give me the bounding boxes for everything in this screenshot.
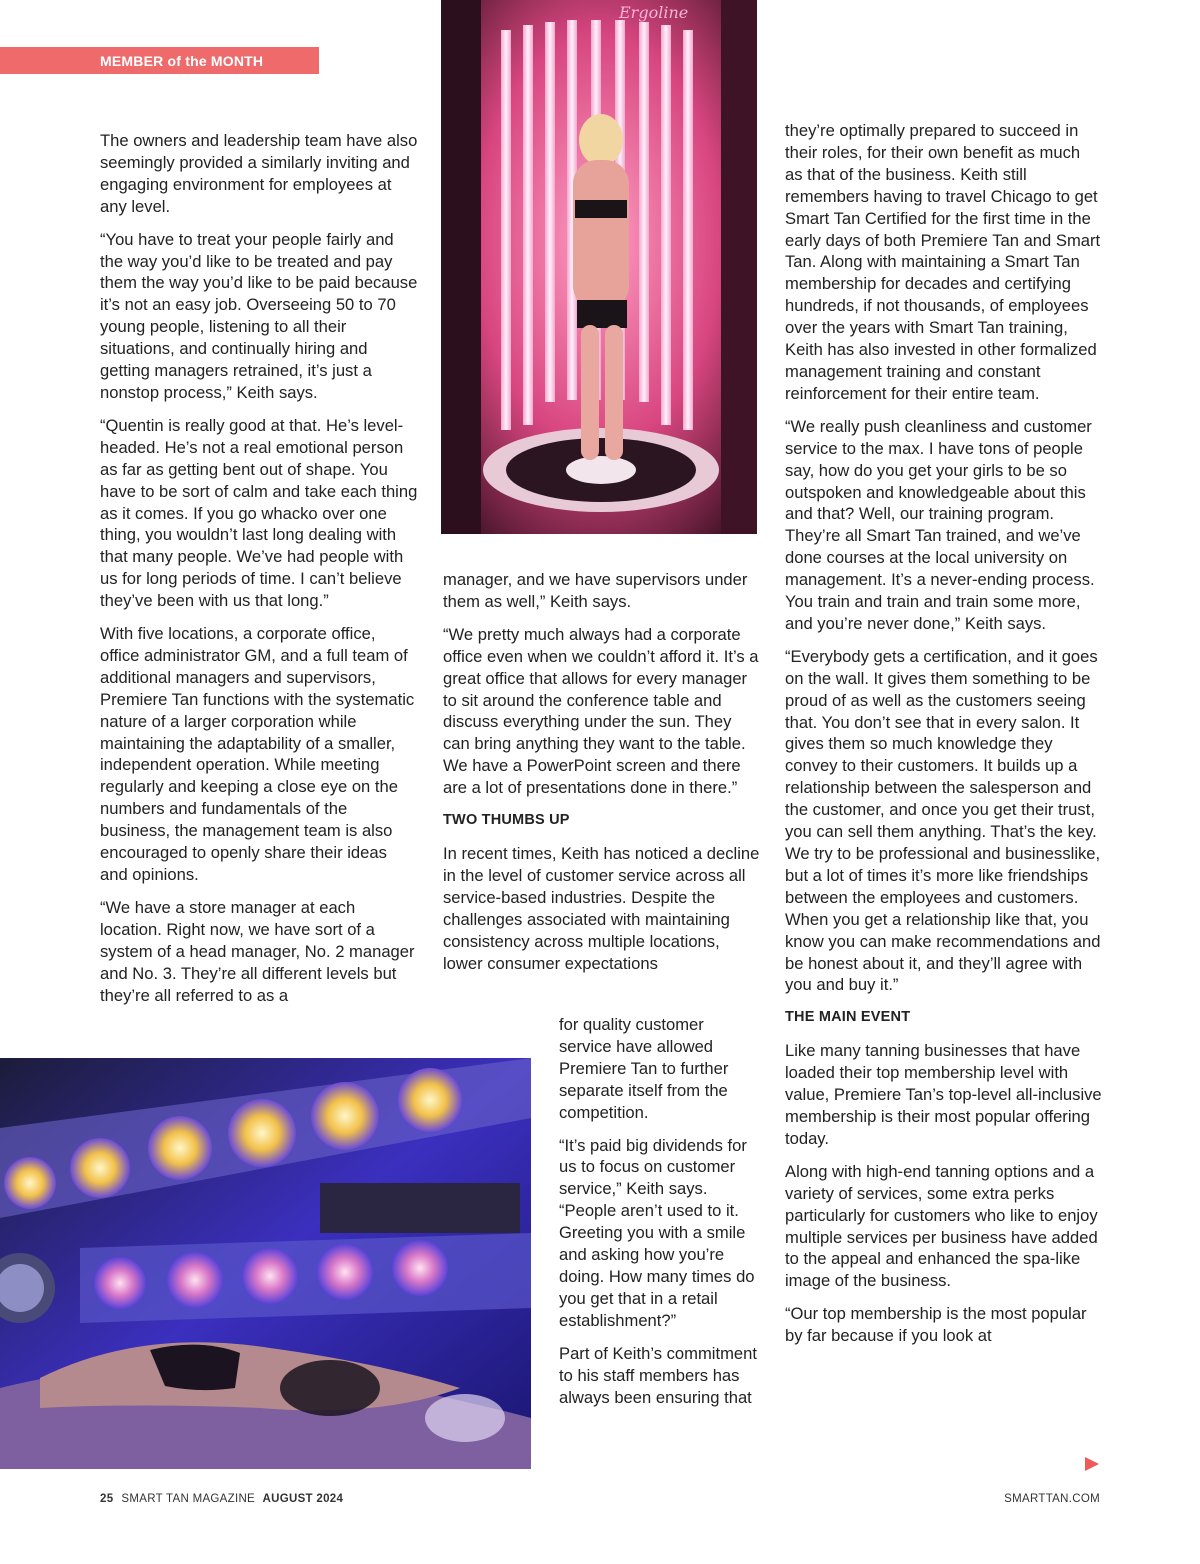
article-column-2: [443, 569, 761, 985]
triangle-right-icon[interactable]: [1084, 1456, 1100, 1472]
standup-booth-photo: [441, 0, 757, 534]
paragraph: Part of Keith’s commitment to his staff members has always been ensuring that: [559, 1343, 757, 1407]
section-heading-two-thumbs-up: TWO THUMBS UP: [443, 812, 570, 829]
paragraph: “We really push cleanliness and customer service to the max. I have tons of people say, how do you get your girls to be so outspoken and knowledgeable about this and that? Well, our training program. They’re all Smart Tan trained, and we’ve done courses at the local university on management. It’s a never-ending process. You train and train and train some more, and you’re never done,” Keith says.: [785, 416, 1095, 633]
paragraph: “Quentin is really good at that. He’s level-headed. He’s not a real emotional person as far as getting bent out of shape. You have to be sort of calm and take each thing as it comes. If you go whacko over one thing, you wouldn’t last long dealing with that many people. We’ve had people with us for long periods of time. I can’t believe they’ve been with us that long.”: [100, 415, 418, 611]
footer-website[interactable]: SMARTTAN.COM: [1004, 1493, 1100, 1505]
paragraph: manager, and we have supervisors under them as well,” Keith says.: [443, 570, 748, 611]
article-column-1: [100, 130, 418, 1017]
article-column-3: [785, 120, 1102, 1358]
booth-brand-text: Ergoline: [619, 3, 689, 22]
paragraph: “It’s paid big dividends for us to focus on customer service,” Keith says. “People aren’t used to it. Greeting you with a smile and asking how you’re doing. How many times do you get that in a retail establishment?”: [559, 1135, 755, 1330]
paragraph: “You have to treat your people fairly and the way you’d like to be treated and pay them the way you’d like to be paid because it’s not an easy job. Overseeing 50 to 70 young people, listening to all their situations, and continually hiring and getting managers retrained, it’s just a nonstop process,” Keith says.: [100, 229, 418, 402]
paragraph: With five locations, a corporate office, office administrator GM, and a full team of additional managers and supervisors, Premiere Tan functions with the systematic nature of a larger corporation while maintaining the adaptability of a smaller, independent operation. While meeting regularly and keeping a close eye on the numbers and fundamentals of the business, the management team is also encouraged to openly share their ideas and opinions.: [100, 624, 415, 884]
article-column-2-narrow: [559, 1014, 759, 1419]
section-heading-main-event: THE MAIN EVENT: [785, 1009, 911, 1026]
issue-date: AUGUST 2024: [262, 1493, 344, 1505]
paragraph: The owners and leadership team have also seemingly provided a similarly inviting and engaging environment for employees at any level.: [100, 131, 418, 216]
paragraph: “We have a store manager at each location. Right now, we have sort of a system of a head manager, No. 2 manager and No. 3. They’re all different levels but they’re all referred to as a: [100, 897, 415, 1005]
paragraph: “Our top membership is the most popular by far because if you look at: [785, 1304, 1087, 1346]
paragraph: they’re optimally prepared to succeed in their roles, for their own benefit as much as that of the business. Keith still remembers having to travel Chicago to get Smart Tan Certified for the first time in the early days of both Premiere Tan and Smart Tan. Along with maintaining a Smart Tan membership for decades and certifying hundreds, if not thousands, of employees over the years with Smart Tan training, Keith has also invested in other formalized management training and constant reinforcement for their entire team.: [785, 121, 1101, 403]
paragraph: “Everybody gets a certification, and it goes on the wall. It gives them something to be proud of as well as the customers seeing that. You don’t see that in every salon. It gives them so much knowledge they convey to their customers. It builds up a relationship between the salesperson and the customer, and once you get their trust, you can sell them anything. That’s the key. We try to be professional and businesslike, but a lot of times it’s more like friendships between the employees and customers. When you get a relationship like that, you know you can make recommendations and be honest about it, and they’ll agree with you and buy it.”: [785, 646, 1101, 995]
paragraph: In recent times, Keith has noticed a decline in the level of customer service across all service-based industries. Despite the challenges associated with maintaining consistency across multiple locations, lower consumer expectations: [443, 843, 760, 973]
paragraph: Like many tanning businesses that have loaded their top membership level with value, Premiere Tan’s top-level all-inclusive membership is their most popular offering today.: [785, 1041, 1102, 1148]
magazine-name: SMART TAN MAGAZINE: [121, 1493, 256, 1505]
paragraph: Along with high-end tanning options and a variety of services, some extra perks particularly for customers who like to enjoy multiple services per business have added to the appeal and enhanced the spa-like image of the business.: [785, 1161, 1098, 1291]
page-number: 25: [100, 1493, 114, 1505]
paragraph: for quality customer service have allowed Premiere Tan to further separate itself from the competition.: [559, 1015, 729, 1122]
footer-left: [100, 1493, 343, 1505]
tanning-bed-photo: [0, 1058, 531, 1469]
paragraph: “We pretty much always had a corporate office even when we couldn’t afford it. It’s a great office that allows for every manager to sit around the conference table and discuss everything under the sun. They can bring anything they want to the table. We have a PowerPoint screen and there are a lot of presentations done in there.”: [443, 624, 759, 798]
section-tag: MEMBER of the MONTH: [0, 47, 319, 74]
